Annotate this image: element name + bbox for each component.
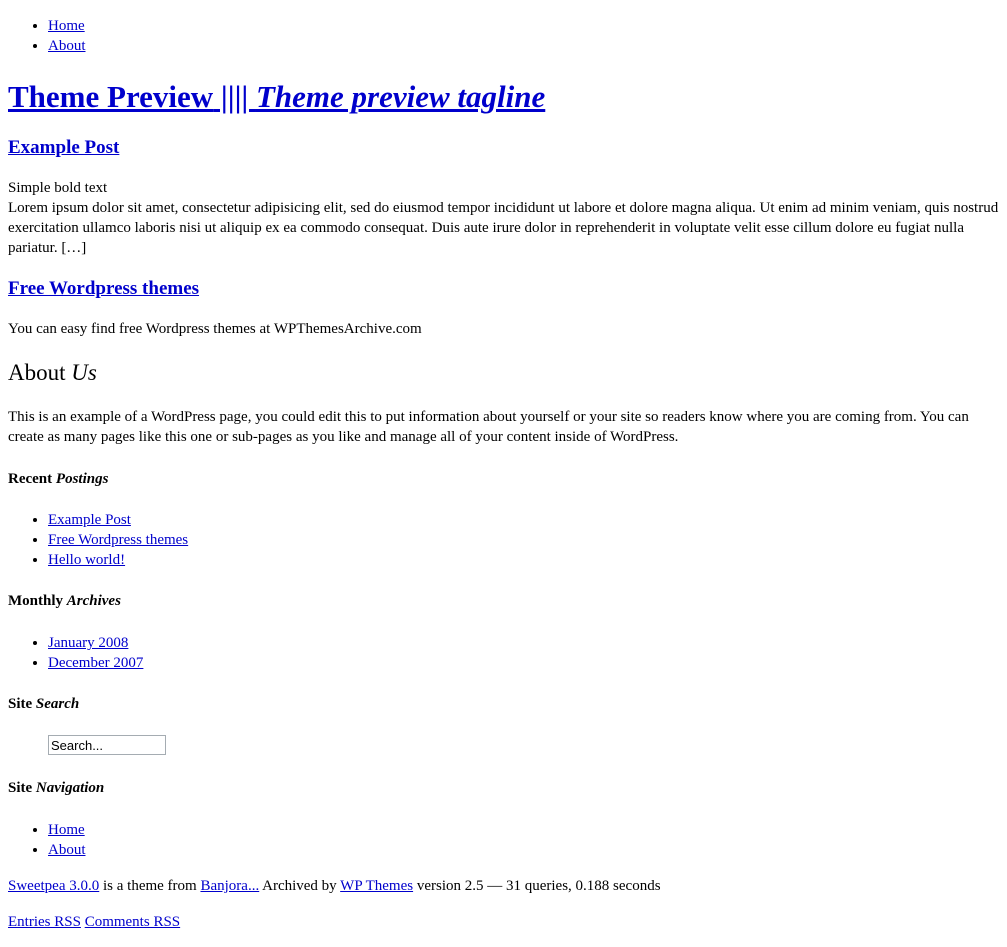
- post-body-text: You can easy find free Wordpress themes at WPThemesArchive.com: [8, 321, 422, 337]
- post-lead-text: Simple bold text: [8, 180, 108, 196]
- site-title: [8, 79, 999, 115]
- list-item: [48, 653, 143, 673]
- search-input[interactable]: [48, 735, 166, 755]
- recent-postings-heading: [8, 469, 999, 489]
- about-text: This is an example of a WordPress page, you could edit this to put information about yourself or your site so readers know where you are coming from. You can create as many pages like this one or sub-pages as you like and manage all of your content inside of WordPress.: [8, 409, 969, 445]
- recent-heading-plain: Recent: [8, 471, 56, 487]
- site-nav-link-about[interactable]: About: [48, 842, 86, 858]
- site-navigation-list: [8, 820, 86, 860]
- archive-link[interactable]: January 2008: [48, 635, 129, 651]
- post-content: [8, 178, 999, 258]
- search-heading-plain: Site: [8, 696, 36, 712]
- title-separator: ||||: [213, 79, 256, 114]
- recent-post-link[interactable]: Free Wordpress themes: [48, 532, 189, 548]
- recent-post-link[interactable]: Hello world!: [48, 552, 126, 568]
- post-body-text: Lorem ipsum dolor sit amet, consectetur adipisicing elit, sed do eiusmod tempor incididunt ut labore et dolore magna aliqua. Ut enim ad minim veniam, quis nostrud exercitation ullamco laboris nisi ut aliquip ex ea commodo consequat. Duis aute irure dolor in reprehenderit in voluptate velit esse cillum dolore eu fugiat nulla pariatur. […]: [8, 200, 999, 256]
- recent-postings-list: [8, 510, 188, 570]
- site-navigation-heading: [8, 778, 999, 798]
- site-nav-heading-em: Navigation: [35, 780, 105, 796]
- footer-text: is a theme from: [99, 878, 201, 894]
- list-item: [48, 840, 86, 860]
- archive-link[interactable]: December 2007: [48, 655, 144, 671]
- site-title-link[interactable]: [8, 79, 545, 114]
- top-nav-link-about[interactable]: About: [48, 38, 86, 54]
- list-item: [48, 633, 143, 653]
- search-heading-em: Search: [35, 696, 80, 712]
- site-name: Theme Preview: [8, 79, 214, 114]
- site-tagline: Theme preview tagline: [255, 79, 546, 114]
- top-nav-item-about: [48, 36, 86, 56]
- recent-heading-em: Postings: [55, 471, 109, 487]
- top-nav-link-home[interactable]: Home: [48, 18, 85, 34]
- footer-text: version 2.5 — 31 queries, 0.188 seconds: [413, 878, 661, 894]
- about-heading-em: Us: [71, 360, 97, 385]
- site-nav-heading-plain: Site: [8, 780, 36, 796]
- list-item: [48, 530, 188, 550]
- archives-heading-em: Archives: [66, 593, 121, 609]
- list-item: [48, 820, 86, 840]
- footer-credits: [8, 876, 999, 896]
- archives-heading-plain: Monthly: [8, 593, 67, 609]
- about-heading: [8, 360, 999, 386]
- monthly-archives-heading: [8, 591, 999, 611]
- entries-rss-link[interactable]: Entries RSS: [8, 914, 81, 930]
- post-title-link-free-wordpress-themes[interactable]: Free Wordpress themes: [8, 278, 200, 299]
- top-nav-item-home: [48, 16, 86, 36]
- about-heading-plain: About: [8, 360, 72, 385]
- list-item: [48, 550, 188, 570]
- top-nav: [8, 16, 86, 56]
- footer-rss: [8, 912, 999, 932]
- post-content: [8, 319, 999, 339]
- site-search-heading: [8, 694, 999, 714]
- theme-link[interactable]: Sweetpea 3.0.0: [8, 878, 100, 894]
- author-link[interactable]: Banjora...: [200, 878, 260, 894]
- recent-post-link[interactable]: Example Post: [48, 512, 131, 528]
- comments-rss-link[interactable]: Comments RSS: [84, 914, 181, 930]
- monthly-archives-list: [8, 633, 143, 673]
- site-nav-link-home[interactable]: Home: [48, 822, 85, 838]
- post-title-link-example-post[interactable]: Example Post: [8, 137, 120, 158]
- footer-text: Archived by: [259, 878, 341, 894]
- post-title: [8, 278, 999, 300]
- post-title: [8, 137, 999, 159]
- archive-site-link[interactable]: WP Themes: [340, 878, 414, 894]
- list-item: [48, 510, 188, 530]
